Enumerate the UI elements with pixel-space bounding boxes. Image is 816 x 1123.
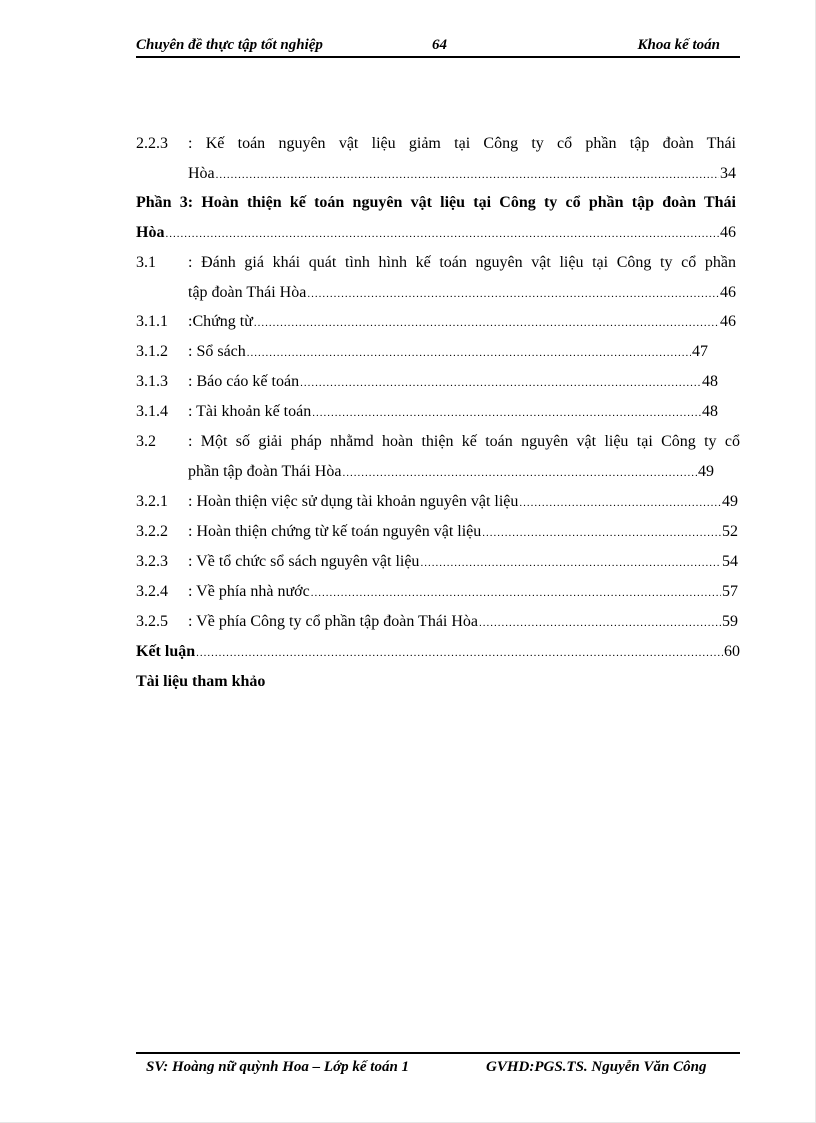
toc-entry-3-2-4 <box>136 579 736 605</box>
toc-page: 46 <box>720 224 736 241</box>
toc-number: 3.2.2 <box>136 523 168 540</box>
toc-leader <box>342 460 697 486</box>
toc-text: : Kế toán nguyên vật liệu giảm tại Công ty cổ phần tập đoàn Thái <box>188 135 736 152</box>
page-number: 64 <box>432 37 447 53</box>
toc-entry-3-1-cont <box>136 280 736 306</box>
toc-entry-3-2-1 <box>136 489 736 515</box>
header-title: Chuyên đề thực tập tốt nghiệp <box>136 37 323 53</box>
toc-entry-references <box>136 669 736 695</box>
toc-text: Hòa <box>188 165 215 182</box>
toc-page: 54 <box>722 553 738 570</box>
toc-page: 34 <box>720 165 736 182</box>
toc-page: 52 <box>722 523 738 540</box>
toc-entry-3-2-3 <box>136 549 736 575</box>
toc-leader <box>519 490 721 516</box>
toc-number: 3.2.4 <box>136 583 168 600</box>
toc-text: : Báo cáo kế toán <box>188 373 300 390</box>
toc-number: 3.1.1 <box>136 313 168 330</box>
toc-number: 2.2.3 <box>136 135 168 152</box>
toc-page: 57 <box>722 583 738 600</box>
toc-text: tập đoàn Thái Hòa <box>188 284 307 301</box>
toc-leader <box>307 281 719 307</box>
toc-entry-3-1-2 <box>136 339 736 365</box>
toc-leader <box>165 221 719 247</box>
toc-page: 49 <box>722 493 738 510</box>
toc-text: Kết luận <box>136 643 196 660</box>
page-header <box>136 36 740 58</box>
toc-leader <box>420 550 721 576</box>
toc-page: 46 <box>720 313 736 330</box>
header-department: Khoa kế toán <box>637 37 720 53</box>
toc-text: :Chứng từ <box>188 313 253 330</box>
toc-text: : Hoàn thiện chứng từ kế toán nguyên vật liệu <box>188 523 482 540</box>
toc-text: : Tài khoản kế toán <box>188 403 312 420</box>
toc-page: 47 <box>692 343 708 360</box>
toc-text: phần tập đoàn Thái Hòa <box>188 463 342 480</box>
toc-text: : Đánh giá khái quát tình hình kế toán nguyên vật liệu tại Công ty cổ phần <box>188 254 736 271</box>
toc-number: 3.1.4 <box>136 403 168 420</box>
toc-number: 3.2.3 <box>136 553 168 570</box>
toc-leader <box>311 580 721 606</box>
toc-text: Phần 3: Hoàn thiện kế toán nguyên vật liệu tại Công ty cổ phần tập đoàn Thái <box>136 194 736 211</box>
toc-number: 3.2.1 <box>136 493 168 510</box>
toc-number: 3.1.2 <box>136 343 168 360</box>
toc-entry-part-3-cont <box>136 220 736 246</box>
toc-entry-3-1 <box>136 250 736 276</box>
toc-page: 46 <box>720 284 736 301</box>
toc-text: : Về phía Công ty cổ phần tập đoàn Thái Hòa <box>188 613 479 630</box>
toc-page: 49 <box>698 463 714 480</box>
toc-text: : Sổ sách <box>188 343 246 360</box>
toc-leader <box>196 640 723 666</box>
toc-entry-2-2-3-cont <box>136 161 736 187</box>
toc-number: 3.2.5 <box>136 613 168 630</box>
toc-entry-3-2-5 <box>136 609 736 635</box>
toc-page: 48 <box>702 373 718 390</box>
toc-number: 3.2 <box>136 433 156 450</box>
toc-text: : Về phía nhà nước <box>188 583 310 600</box>
toc-entry-3-1-3 <box>136 369 736 395</box>
toc-leader <box>479 610 721 636</box>
toc-leader <box>254 310 719 336</box>
toc-leader <box>482 520 721 546</box>
toc-leader <box>247 340 691 366</box>
toc-page: 59 <box>722 613 738 630</box>
page-footer <box>136 1052 740 1080</box>
toc-entry-conclusion <box>136 639 740 665</box>
toc-text: : Một số giải pháp nhằmd hoàn thiện kế toán nguyên vật liệu tại Công ty cổ <box>188 433 740 450</box>
toc-number: 3.1.3 <box>136 373 168 390</box>
toc-text: Hòa <box>136 224 165 241</box>
toc-entry-3-1-4 <box>136 399 736 425</box>
footer-student: SV: Hoàng nữ quỳnh Hoa – Lớp kế toán 1 <box>146 1059 410 1075</box>
toc-entry-3-1-1 <box>136 309 736 335</box>
toc-entry-2-2-3 <box>136 131 736 157</box>
toc-text: : Hoàn thiện việc sử dụng tài khoản nguyên vật liệu <box>188 493 519 510</box>
toc-number: 3.1 <box>136 254 156 271</box>
toc-leader <box>312 400 701 426</box>
toc-entry-3-2-2 <box>136 519 736 545</box>
toc-text: : Về tổ chức sổ sách nguyên vật liệu <box>188 553 420 570</box>
toc-leader <box>300 370 701 396</box>
toc-text: Tài liệu tham khảo <box>136 673 266 690</box>
toc-entry-part-3 <box>136 190 736 216</box>
toc-leader <box>216 162 719 188</box>
toc-page: 60 <box>724 643 740 660</box>
toc-entry-3-2 <box>136 429 740 455</box>
footer-supervisor: GVHD:PGS.TS. Nguyễn Văn Công <box>486 1059 707 1075</box>
toc-entry-3-2-cont <box>136 459 736 485</box>
toc-page: 48 <box>702 403 718 420</box>
